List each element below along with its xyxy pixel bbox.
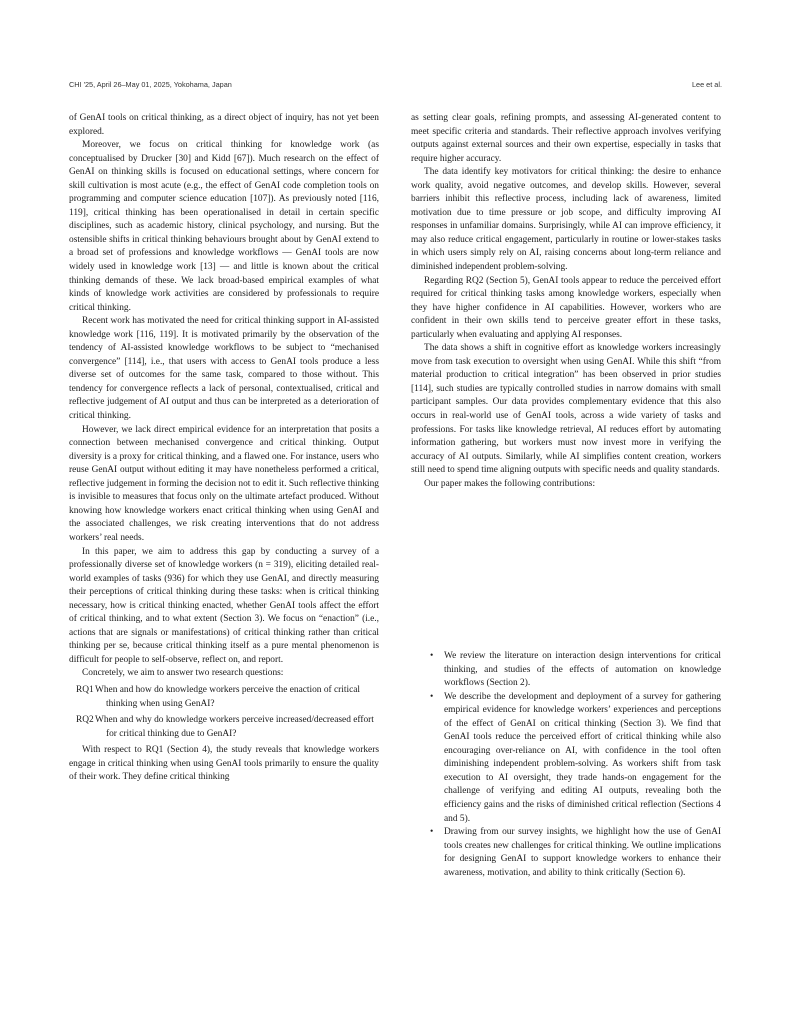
paragraph: With respect to RQ1 (Section 4), the study reveals that knowledge workers engage in critical thinking when using GenAI tools primarily to ensure the quality of their work. They define critical thinking <box>69 745 379 783</box>
list-item <box>430 691 721 826</box>
paragraph: The data shows a shift in cognitive effort as knowledge workers increasingly move from task execution to oversight when using GenAI. While this shift “from material production to critical integration” has been observed in prior studies [114], such studies are typically controlled studies in narrow domains with small participant samples. Our data provides complementary evidence that this also occurs in real-world use of GenAI tools, across a wide variety of tasks and professions. For tasks like knowledge retrieval, AI reduces effort by automating information gathering, but workers must now invest more in verifying the accuracy of AI outputs. Similarly, while AI simplifies content creation, workers still need to spend time aligning outputs with specific needs and quality standards. <box>411 343 721 476</box>
bullet-icon: • <box>430 827 434 838</box>
paragraph: Regarding RQ2 (Section 5), GenAI tools appear to reduce the perceived effort required for critical thinking tasks among knowledge workers, especially when they have higher confidence in AI capabilities. However, workers who are confident in their own skills tend to perceive greater effort in these tasks, particularly when evaluating and applying AI responses. <box>411 275 721 340</box>
paragraph: as setting clear goals, refining prompts, and assessing AI-generated content to meet specific criteria and standards. Their reflective approach involves verifying outputs against external sources and their own expertise, especially in tasks that require higher accuracy. <box>411 113 721 164</box>
left-column <box>69 112 379 785</box>
list-item-text: We describe the development and deployment of a survey for gathering empirical evidence for knowledge workers’ experiences and perceptions of the effect of GenAI on critical thinking (Section 3). We find that GenAI tools reduce the perceived effort of critical thinking while also encouraging over-reliance on AI, with confidence in the tool often diminishing independent problem-solving. As workers shift from task execution to AI oversight, they trade hands-on engagement for the challenge of verifying and editing AI outputs, revealing both the efficiency gains and the risks of diminished critical reflection (Sections 4 and 5). <box>444 691 721 824</box>
list-item <box>430 650 721 691</box>
contributions-list <box>430 650 721 880</box>
paragraph: of GenAI tools on critical thinking, as a direct object of inquiry, has not yet been explored. <box>69 113 379 137</box>
right-column <box>411 112 721 491</box>
list-item-text: We review the literature on interaction design interventions for critical thinking, and studies of the effects of automation on knowledge workflows (Section 2). <box>444 651 721 689</box>
paragraph: Concretely, we aim to answer two research questions: <box>82 668 284 679</box>
paragraph: However, we lack direct empirical evidence for an interpretation that posits a connection between mechanised convergence and critical thinking. Output diversity is a proxy for critical thinking, and a flawed one. For instance, users who reuse GenAI output without editing it may have nonetheless performed a critical, reflective judgement in forming the decision not to edit it. Such reflective thinking is invisible to measures that focus only on the ultimate artefact produced. Without knowing how knowledge workers enact critical thinking when using GenAI and the associated challenges, we risk creating interventions that do not address workers’ real needs. <box>69 424 379 543</box>
running-header-venue: CHI '25, April 26–May 01, 2025, Yokohama, Japan <box>69 80 232 89</box>
research-question-2 <box>69 714 379 741</box>
paragraph: Recent work has motivated the need for critical thinking support in AI-assisted knowledge work [116, 119]. It is motivated primarily by the observation of the tendency of AI-assisted knowledge workflows to be subject to “mechanised convergence” [114], i.e., that users with access to GenAI tools produce a less diverse set of outcomes for the same task, compared to those without. This tendency for convergence reflects a lack of personal, contextualised, critical and reflective judgement of AI output and thus can be interpreted as a deterioration of critical thinking. <box>69 316 379 422</box>
bullet-icon: • <box>430 691 434 702</box>
list-item <box>430 826 721 880</box>
research-question-1 <box>69 684 379 711</box>
paragraph: In this paper, we aim to address this gap by conducting a survey of a professionally diverse set of knowledge workers (n = 319), eliciting detailed real-world examples of tasks (936) for which they use GenAI, and directly measuring their perceptions of critical thinking during these tasks: when is critical thinking necessary, how is critical thinking enacted, whether GenAI tools affect the effort of critical thinking, and to what extent (Section 3). We focus on “enaction” (i.e., actions that are signals or manifestations) of critical thinking rather than critical thinking per se, because critical thinking itself as a pure mental phenomenon is difficult for people to self-observe, reflect on, and report. <box>69 546 379 665</box>
paragraph: Moreover, we focus on critical thinking for knowledge work (as conceptualised by Drucker [30] and Kidd [67]). Much research on the effect of GenAI on thinking skills is focused on educational settings, where concern for skill cultivation is most acute (e.g., the effect of GenAI code completion tools on programming and computer science education [107]). As previously noted [116, 119], critical thinking has been operationalised in detail in certain specific disciplines, such as academic history, clinical psychology, and nursing. But the ostensible shifts in critical thinking behaviours brought about by GenAI extend to a broad set of professions and knowledge workflows — GenAI tools are now widely used in knowledge work [13] — and little is known about the critical thinking demands of these. We lack broad-based empirical examples of what kinds of knowledge work activities are considered by professionals to require critical thinking. <box>69 140 379 313</box>
list-item-text: Drawing from our survey insights, we highlight how the use of GenAI tools creates new challenges for critical thinking. We outline implications for designing GenAI to support knowledge workers to enhance their awareness, motivation, and ability to think critically (Section 6). <box>444 827 721 878</box>
running-header-authors: Lee et al. <box>691 80 722 89</box>
rq-label: RQ2 <box>76 715 94 726</box>
rq-label: RQ1 <box>76 684 94 695</box>
rq-text: When and why do knowledge workers perceive increased/decreased effort for critical thinking due to GenAI? <box>95 715 374 739</box>
paragraph: The data identify key motivators for critical thinking: the desire to enhance work quality, avoid negative outcomes, and develop skills. However, several barriers inhibit this reflective process, including lack of awareness, limited motivation due to time pressure or job scope, and difficulty improving AI responses in unfamiliar domains. Surprisingly, while AI can improve efficiency, it may also reduce critical engagement, particularly in routine or lower-stakes tasks in which users simply rely on AI, raising concerns about long-term reliance and diminished independent problem-solving. <box>411 167 721 273</box>
bullet-icon: • <box>430 651 434 661</box>
paragraph: Our paper makes the following contributions: <box>424 478 596 489</box>
rq-text: When and how do knowledge workers perceive the enaction of critical thinking when using GenAI? <box>95 684 360 709</box>
